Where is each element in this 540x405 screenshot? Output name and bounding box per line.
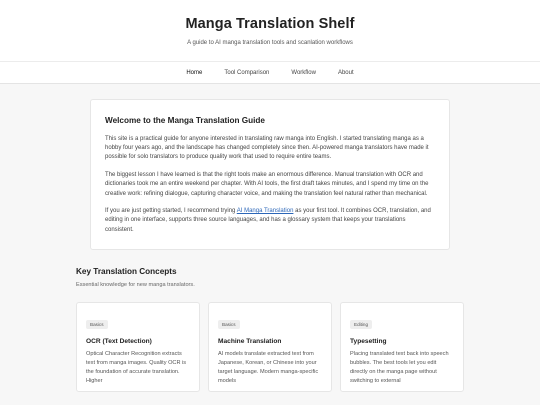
concept-card-ocr[interactable] [76, 302, 200, 392]
concept-cards [76, 302, 464, 392]
concept-card-text: Optical Character Recognition extracts text from manga images. Quality OCR is the foundation of accurate translation. Higher [86, 350, 187, 384]
welcome-paragraph-3-end: as your first tool. It combines OCR, translation, and editing in one interface, supports three source languages, and has a glossary system that keeps your translations consistent. [105, 208, 431, 233]
site-header [0, 0, 540, 62]
welcome-paragraph-2: The biggest lesson I have learned is that the right tools make an enormous difference. Manual translation with OCR and dictionaries took me an entire weekend per chapter. With AI tools, the first draft takes minutes, and I spend my time on the creative work: refining dialogue, capturing character voice, and making the translation feel natural rather than mechanical. [105, 172, 429, 197]
concept-card-text: Placing translated text back into speech bubbles. The best tools let you edit directly on the manga page without switching to external [350, 350, 449, 384]
welcome-card [90, 99, 450, 250]
concept-card-text: AI models translate extracted text from Japanese, Korean, or Chinese into your target language. Modern manga-specific models [218, 350, 319, 384]
concept-card-title: Typesetting [350, 337, 387, 345]
category-badge: Basics [86, 320, 108, 329]
main-nav [0, 62, 540, 84]
concept-card-title: Machine Translation [218, 337, 282, 345]
nav-item-home[interactable]: Home [186, 69, 203, 76]
category-badge: Editing [350, 320, 372, 329]
category-badge: Basics [218, 320, 240, 329]
welcome-paragraph-3 [105, 207, 435, 235]
concept-card-typesetting[interactable] [340, 302, 464, 392]
nav-item-tool-comparison[interactable]: Tool Comparison [224, 69, 270, 76]
site-title[interactable]: Manga Translation Shelf [185, 16, 355, 32]
concept-card-machine-translation[interactable] [208, 302, 332, 392]
concepts-header [76, 267, 450, 288]
concepts-title: Key Translation Concepts [76, 266, 177, 276]
site-tagline: A guide to AI manga translation tools and scanlation workflows [187, 40, 353, 46]
welcome-title: Welcome to the Manga Translation Guide [105, 116, 265, 125]
main-content [76, 84, 450, 392]
concepts-subtitle: Essential knowledge for new manga translators. [76, 281, 195, 288]
nav-item-about[interactable]: About [337, 69, 354, 76]
welcome-paragraph-3-start: If you are just getting started, I recommend trying [105, 208, 237, 215]
concept-card-title: OCR (Text Detection) [86, 337, 152, 345]
welcome-paragraph-1: This site is a practical guide for anyone interested in translating raw manga into English. I started translating manga as a hobby four years ago, and the landscape has changed completely since then. AI-powered manga translators have made it possible for solo translators to produce quality work that used to require entire teams. [105, 136, 429, 161]
ai-manga-translation-link[interactable]: AI Manga Translation [236, 208, 294, 215]
nav-item-workflow[interactable]: Workflow [291, 69, 316, 76]
